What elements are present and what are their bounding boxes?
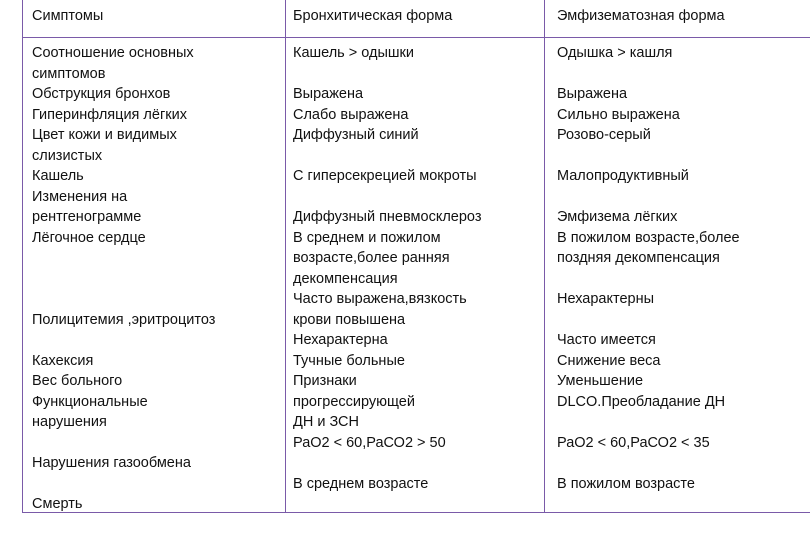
emphysematous-column: Одышка > кашля Выражена Сильно выражена Розово-серый Малопродуктивный Эмфизема лёгких В пожилом возрасте,более поздняя декомпенсация Нехарактерны Часто имеется Снижение веса Уменьшение DLCO.Преобладание ДН РаО2 < 60,РаСО2 < 35 В пожилом возрасте	[557, 45, 740, 492]
column-divider-1	[285, 0, 286, 513]
header-symptoms: Симптомы	[32, 8, 104, 24]
column-divider-2	[544, 0, 545, 513]
header-divider	[22, 37, 810, 38]
bronchitic-column: Кашель > одышки Выражена Слабо выражена Диффузный синий С гиперсекрецией мокроты Диффузный пневмосклероз В среднем и пожилом возрасте,более ранняя декомпенсация Часто выражена,вязкость крови повышена Нехарактерна Тучные больные Признаки прогрессирующей ДН и ЗСН РаО2 < 60,РаСО2 > 50 В среднем возрасте	[293, 45, 482, 492]
header-emphysematous-form: Эмфизематозная форма	[557, 8, 725, 24]
symptoms-column: Соотношение основных симптомов Обструкция бронхов Гиперинфляция лёгких Цвет кожи и видимых слизистых Кашель Изменения на рентгенограмме Лёгочное сердце Полицитемия ,эритроцитоз Кахексия Вес больного Функциональные нарушения Нарушения газообмена Смерть	[32, 45, 216, 512]
header-bronchitic-form: Бронхитическая форма	[293, 8, 453, 24]
